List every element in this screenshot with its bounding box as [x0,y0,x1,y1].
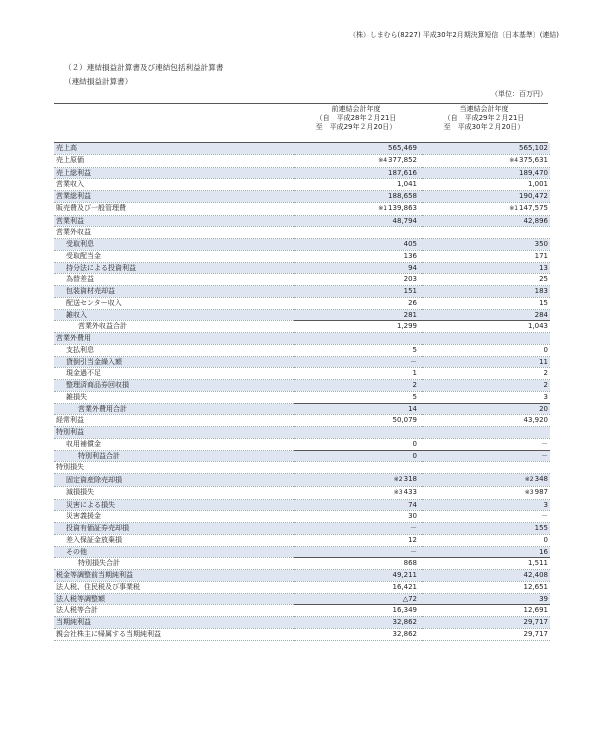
table-row [54,462,550,474]
prior-year-value [294,191,422,203]
amount: 11 [539,357,548,366]
table-row [54,415,550,427]
prior-year-value [294,250,422,262]
amount: 377,852 [388,155,417,164]
table-row [54,617,550,629]
row-label: 営業総利益 [54,191,294,203]
current-year-value [422,546,550,558]
table-row [54,179,550,191]
current-year-value [422,262,550,274]
row-label: 為替差益 [54,274,294,286]
amount: 94 [408,263,417,272]
row-label: 収用補償金 [54,438,294,450]
current-year-value [422,534,550,546]
amount: 2 [543,369,548,378]
note-reference: ※1 [509,204,519,212]
note-reference: ※4 [378,156,388,164]
row-label: 売上総利益 [54,167,294,179]
row-label: 当期純利益 [54,617,294,629]
current-year-value [422,368,550,380]
amount: 30 [408,512,417,521]
amount: 151 [403,287,417,295]
prior-year-value [294,570,422,582]
row-label: 営業外収益合計 [54,321,294,333]
current-year-value [422,617,550,629]
amount: △72 [402,594,417,603]
amount: 1,299 [396,322,417,331]
current-year-value [422,356,550,368]
amount: 49,211 [392,571,417,579]
column-header-period-end: 至 平成29年２月20日） [315,123,397,132]
amount: 1,511 [527,559,548,568]
table-row [54,191,550,203]
amount: 375,631 [519,155,548,164]
current-year-value [422,309,550,321]
prior-year-value [294,558,422,570]
amount: 25 [539,275,548,284]
amount: 15 [539,298,548,307]
amount: 26 [408,298,417,307]
table-row [54,202,550,215]
amount: 284 [534,310,548,319]
row-label: 支払利息 [54,344,294,356]
table-row [54,167,550,179]
current-year-value [422,511,550,523]
amount: 12,651 [523,582,548,591]
prior-year-value [294,546,422,558]
amount: 13 [539,263,548,272]
amount: 5 [412,392,417,401]
amount: 433 [403,487,417,496]
prior-year-value [294,202,422,215]
amount: － [410,357,417,366]
table-row [54,581,550,593]
table-row [54,262,550,274]
current-year-value [422,474,550,487]
row-label: 持分法による投資利益 [54,262,294,274]
row-label: 受取配当金 [54,250,294,262]
row-label: 減損損失 [54,486,294,499]
prior-year-value [294,391,422,403]
table-row [54,321,550,333]
amount: 1 [412,369,417,378]
row-label: 法人税、住民税及び事業税 [54,581,294,593]
prior-year-value [294,215,422,227]
prior-year-value [294,523,422,535]
row-label: 営業外費用 [54,333,294,345]
current-year-value [422,380,550,392]
column-header-period-start: （自 平成28年２月21日 [315,114,397,123]
amount: 50,079 [392,416,417,425]
current-year-value [422,450,550,462]
prior-year-value [294,617,422,629]
table-row [54,628,550,640]
current-year-value [422,154,550,167]
current-year-value [422,286,550,298]
prior-year-value [294,486,422,499]
table-row [54,546,550,558]
subsection-title: （連結損益計算書） [64,77,133,86]
amount: 2 [543,381,548,389]
current-year-value [422,403,550,415]
amount: 43,920 [523,416,548,425]
table-row [54,368,550,380]
current-year-value [422,167,550,179]
row-label: 親会社株主に帰属する当期純利益 [54,628,294,640]
income-statement-rows [54,143,550,640]
note-reference: ※3 [524,488,534,496]
current-year-value [422,250,550,262]
table-row [54,486,550,499]
prior-year-value [294,143,422,154]
row-label: 雑収入 [54,309,294,321]
amount: 183 [534,287,548,295]
table-row [54,154,550,167]
prior-year-value [294,628,422,640]
amount: 188,658 [388,192,417,200]
table-row [54,356,550,368]
current-year-value [422,570,550,582]
table-row [54,570,550,582]
prior-year-value [294,474,422,487]
current-year-value [422,581,550,593]
current-year-value [422,415,550,427]
amount: 5 [412,345,417,354]
current-year-value [422,438,550,450]
row-label: 販売費及び一般管理費 [54,202,294,215]
table-row [54,297,550,309]
amount: 16,421 [392,582,417,591]
prior-year-value [294,297,422,309]
row-label: 売上高 [54,143,294,154]
row-label: 法人税等調整額 [54,593,294,605]
column-header-current-year [420,105,548,143]
current-year-value [422,605,550,617]
current-year-value [422,191,550,203]
current-year-value [422,344,550,356]
prior-year-value [294,167,422,179]
table-row [54,239,550,251]
amount: － [541,439,548,448]
current-year-value [422,274,550,286]
prior-year-value [294,511,422,523]
table-row [54,427,550,439]
row-label: 税金等調整前当期純利益 [54,570,294,582]
table-row [54,511,550,523]
row-label: 固定資産除売却損 [54,474,294,487]
current-year-value [422,486,550,499]
current-year-value [422,179,550,191]
prior-year-value [294,534,422,546]
amount: 987 [534,487,548,496]
table-row [54,143,550,154]
amount: 16 [539,547,548,556]
prior-year-value [294,356,422,368]
amount: 12,691 [523,606,548,615]
amount: 12 [408,535,417,544]
amount: 29,717 [523,629,548,638]
table-row [54,523,550,535]
current-year-value [422,427,550,439]
prior-year-value [294,154,422,167]
prior-year-value [294,462,422,474]
amount: 32,862 [392,629,417,638]
row-label: 営業外収益 [54,227,294,239]
prior-year-value [294,380,422,392]
amount: 29,717 [523,618,548,626]
current-year-value [422,239,550,251]
row-label: 特別損失合計 [54,558,294,570]
row-label: 現金過不足 [54,368,294,380]
current-year-value [422,593,550,605]
amount: 0 [543,345,548,354]
amount: 42,408 [523,571,548,579]
amount: 42,896 [523,216,548,225]
amount: 189,470 [519,168,548,177]
current-year-value [422,462,550,474]
prior-year-value [294,605,422,617]
amount: 20 [539,404,548,413]
prior-year-value [294,274,422,286]
note-reference: ※1 [378,204,388,212]
table-row [54,250,550,262]
prior-year-value [294,309,422,321]
note-reference: ※3 [393,488,403,496]
prior-year-value [294,427,422,439]
unit-label: （単位：百万円） [491,90,547,98]
row-label: 災害義援金 [54,511,294,523]
amount: 187,616 [388,168,417,177]
amount: 1,041 [396,180,417,189]
amount: 39 [539,594,548,603]
prior-year-value [294,593,422,605]
amount: 868 [403,559,417,568]
prior-year-value [294,581,422,593]
table-row [54,450,550,462]
row-label: 売上原価 [54,154,294,167]
table-row [54,558,550,570]
amount: 139,863 [388,203,417,212]
prior-year-value [294,344,422,356]
current-year-value [422,499,550,511]
amount: － [410,524,417,532]
amount: 147,575 [519,203,548,212]
table-row [54,344,550,356]
current-year-value [422,321,550,333]
table-row [54,605,550,617]
row-label: 貸倒引当金繰入額 [54,356,294,368]
row-label: その他 [54,546,294,558]
current-year-value [422,215,550,227]
column-header-prior-year [292,105,420,143]
amount: 2 [412,381,417,389]
prior-year-value [294,179,422,191]
table-row [54,391,550,403]
amount: 565,102 [519,144,548,152]
amount: 14 [408,404,417,413]
amount: 155 [534,524,548,532]
row-label: 営業外費用合計 [54,403,294,415]
prior-year-value [294,239,422,251]
amount: 3 [543,500,548,509]
prior-year-value [294,262,422,274]
prior-year-value [294,415,422,427]
column-header-period-start: （自 平成29年２月21日 [443,114,525,123]
amount: 190,472 [519,192,548,200]
amount: 1,001 [527,180,548,189]
table-row [54,309,550,321]
table-row [54,274,550,286]
table-row [54,227,550,239]
prior-year-value [294,499,422,511]
amount: 171 [534,251,548,260]
current-year-value [422,227,550,239]
amount: 348 [534,475,548,483]
amount: 0 [543,535,548,544]
prior-year-value [294,333,422,345]
document-header: （株）しまむら(8227) 平成30年2月期決算短信〔日本基準〕(連結) [349,31,559,39]
amount: 405 [403,240,417,248]
note-reference: ※2 [393,476,403,483]
note-reference: ※4 [509,156,519,164]
amount: － [541,451,548,460]
amount: 318 [403,475,417,483]
row-label: 特別利益 [54,427,294,439]
table-row [54,333,550,345]
row-label: 特別損失 [54,462,294,474]
amount: － [541,512,548,521]
prior-year-value [294,438,422,450]
table-row [54,499,550,511]
amount: 0 [412,451,417,460]
amount: － [410,547,417,556]
prior-year-value [294,450,422,462]
amount: 3 [543,392,548,401]
note-reference: ※2 [524,476,534,483]
table-row [54,534,550,546]
prior-year-value [294,368,422,380]
prior-year-value [294,321,422,333]
row-label: 災害による損失 [54,499,294,511]
amount: 350 [534,240,548,248]
amount: 281 [403,310,417,319]
row-label: 特別利益合計 [54,450,294,462]
column-header-title: 当連結会計年度 [459,105,509,113]
amount: 136 [403,251,417,260]
table-row [54,474,550,487]
column-header-title: 前連結会計年度 [331,105,381,113]
row-label: 整理済商品券回収損 [54,380,294,392]
row-label: 配送センター収入 [54,297,294,309]
amount: 74 [408,500,417,509]
row-label: 受取利息 [54,239,294,251]
current-year-value [422,523,550,535]
prior-year-value [294,286,422,298]
current-year-value [422,391,550,403]
table-row [54,438,550,450]
current-year-value [422,202,550,215]
current-year-value [422,143,550,154]
current-year-value [422,558,550,570]
amount: 0 [412,439,417,448]
income-statement-table [54,143,550,641]
current-year-value [422,333,550,345]
amount: 1,043 [527,322,548,331]
row-label: 法人税等合計 [54,605,294,617]
row-label: 営業利益 [54,215,294,227]
row-label: 差入保証金放棄損 [54,534,294,546]
row-label: 雑損失 [54,391,294,403]
table-top-rule [54,103,548,104]
amount: 48,794 [392,216,417,225]
prior-year-value [294,227,422,239]
row-label: 投資有価証券売却損 [54,523,294,535]
amount: 32,862 [392,618,417,626]
table-row [54,286,550,298]
row-label: 営業収入 [54,179,294,191]
table-row [54,593,550,605]
amount: 565,469 [388,144,417,152]
table-row [54,215,550,227]
table-row [54,403,550,415]
amount: 16,349 [392,606,417,615]
current-year-value [422,297,550,309]
amount: 203 [403,275,417,284]
row-label: 包装資材売却益 [54,286,294,298]
column-header-period-end: 至 平成30年２月20日） [443,123,525,132]
section-title: （２）連結損益計算書及び連結包括利益計算書 [64,63,224,72]
table-row [54,380,550,392]
current-year-value [422,628,550,640]
row-label: 経常利益 [54,415,294,427]
prior-year-value [294,403,422,415]
